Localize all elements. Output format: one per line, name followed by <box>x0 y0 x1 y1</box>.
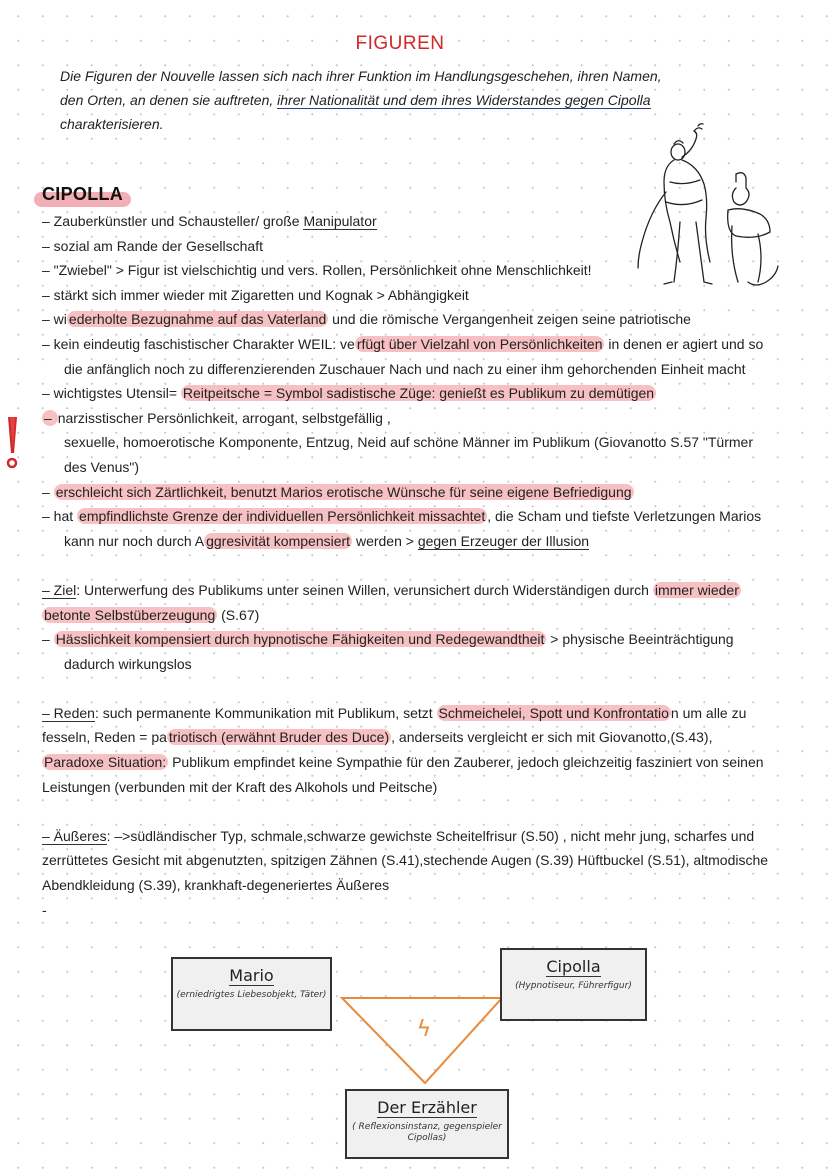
note-line: – stärkt sich immer wieder mit Zigaretten und Kognak > Abhängigkeit <box>42 286 469 303</box>
note-text: – <box>42 631 54 648</box>
box-erzaehler <box>345 1089 509 1159</box>
note-highlight: ederholte Bezugnahme auf das Vaterland <box>68 311 327 328</box>
note-highlight: rfügt über Vielzahl von Persönlichkeiten <box>356 335 603 352</box>
mario-name: Mario <box>229 966 274 985</box>
note-line: sexuelle, homoerotische Komponente, Entzug, Neid auf schöne Männer im Publikum (Giovanotto S.57 "Türmer <box>64 434 753 451</box>
note-highlight: immer wieder <box>654 581 739 598</box>
intro-text-2: den Orten, an denen sie auftreten, <box>60 92 278 108</box>
note-line <box>42 381 812 406</box>
note-line <box>42 701 812 726</box>
note-underlined: – Reden <box>42 704 95 721</box>
note-line <box>42 209 812 234</box>
note-underlined: gegen Erzeuger der Illusion <box>417 532 590 549</box>
note-text: , anderseits vergleicht er sich mit Giovanotto,(S.43), <box>391 729 713 746</box>
note-highlight: erschleicht sich Zärtlichkeit, benutzt Marios erotische Wünsche für seine eigene Befriedigung <box>55 483 632 500</box>
note-text: – <box>42 483 54 500</box>
note-line: zerrüttetes Gesicht mit abgenutzten, spitzigen Zähnen (S.41),stechende Augen (S.39) Hüftbuckel (S.51), altmodische <box>42 852 769 869</box>
note-highlight: triotisch (erwähnt Bruder des Duce) <box>168 729 390 746</box>
erzaehler-name: Der Erzähler <box>377 1098 477 1117</box>
note-line <box>42 603 812 628</box>
note-text: > physische Beeinträchtigung <box>546 631 734 648</box>
note-text: kann nur noch durch A <box>64 532 205 549</box>
note-highlight: betonte Selbstüberzeugung <box>44 606 216 623</box>
note-underlined: – Äußeres <box>42 827 107 844</box>
box-mario <box>171 957 332 1031</box>
note-text: fesseln, Reden = pa <box>42 729 167 746</box>
note-text: : Unterwerfung des Publikums unter seinen Willen, verunsichert durch Widerständigen durch <box>76 581 653 598</box>
note-text: – kein eindeutig faschistischer Charakter WEIL: ve <box>42 335 355 352</box>
mario-desc: (erniedrigtes Liebesobjekt, Täter) <box>176 990 327 1000</box>
note-line <box>42 406 812 431</box>
note-highlight: Reitpeitsche = Symbol sadistische Züge: genießt es Publikum zu demütigen <box>182 385 655 402</box>
note-text: (S.67) <box>217 606 260 623</box>
section-heading-cipolla: CIPOLLA <box>42 184 124 204</box>
spacer <box>42 799 812 824</box>
erzaehler-desc: ( Reflexionsinstanz, gegenspieler Cipollas) <box>352 1122 502 1143</box>
note-line <box>42 824 812 849</box>
note-text: – hat <box>42 508 78 525</box>
note-text: – wi <box>42 311 67 328</box>
note-line: dadurch wirkungslos <box>64 655 192 672</box>
lightning-symbol: ϟ <box>416 1017 432 1042</box>
intro-text-3: charakterisieren. <box>60 116 164 132</box>
note-text: n um alle zu <box>670 704 747 721</box>
note-highlight: ggresivität kompensiert <box>206 532 351 549</box>
note-line <box>42 627 812 652</box>
note-line: die anfänglich noch zu differenzierenden Zuschauer Nach und nach zu einer ihm gehorchenden Einheit macht <box>64 360 746 377</box>
note-text: narzisstischer Persönlichkeit, arrogant, selbstgefällig , <box>57 409 391 426</box>
spacer <box>42 553 812 578</box>
note-text: werden > <box>352 532 418 549</box>
note-underlined: Manipulator <box>303 213 377 229</box>
note-line <box>42 307 812 332</box>
note-text: , die Scham und tiefste Verletzungen Marios <box>487 508 762 525</box>
spacer <box>42 676 812 701</box>
cipolla-desc: (Hypnotiseur, Führerfigur) <box>515 981 632 991</box>
note-highlight: – <box>44 409 56 426</box>
note-highlight: Paradoxe Situation: <box>44 754 167 771</box>
note-line: des Venus") <box>64 458 140 475</box>
note-line <box>42 725 812 750</box>
box-cipolla <box>500 948 647 1021</box>
note-line: – "Zwiebel" > Figur ist vielschichtig und vers. Rollen, Persönlichkeit ohne Menschlichkeit! <box>42 262 592 279</box>
note-line <box>42 504 812 529</box>
note-text: : –>südländischer Typ, schmale,schwarze gewichste Scheitelfrisur (S.50) , nicht mehr jung, scharfes und <box>106 827 755 844</box>
note-line <box>42 332 812 357</box>
exclamation-mark-icon <box>2 415 22 475</box>
note-line: Abendkleidung (S.39), krankhaft-degeneriertes Äußeres <box>42 877 390 894</box>
note-line <box>42 529 812 554</box>
note-underlined: – Ziel <box>42 581 77 598</box>
note-line <box>42 750 812 775</box>
note-line: Leistungen (verbunden mit der Kraft des Alkohols und Peitsche) <box>42 778 438 795</box>
page-title: FIGUREN <box>355 33 445 54</box>
note-line: - <box>42 901 47 918</box>
note-line <box>42 578 812 603</box>
note-highlight: Schmeichelei, Spott und Konfrontatio <box>438 704 669 721</box>
note-text: – wichtigstes Utensil= <box>42 385 181 402</box>
note-highlight: empfindlichste Grenze der individuellen Persönlichkeit missachtet <box>79 508 486 525</box>
note-line: – sozial am Rande der Gesellschaft <box>42 237 263 254</box>
intro-underlined: ihrer Nationalität und dem ihres Widerstandes gegen Cipolla <box>277 92 651 108</box>
intro-text-1: Die Figuren der Nouvelle lassen sich nach ihrer Funktion im Handlungsgeschehen, ihren Namen, <box>60 68 662 84</box>
note-text: und die römische Vergangenheit zeigen seine patriotische <box>328 311 691 328</box>
triangle-shape <box>342 998 502 1083</box>
note-line <box>42 480 812 505</box>
note-text: in denen er agiert und so <box>604 335 764 352</box>
cipolla-name: Cipolla <box>546 957 601 976</box>
cipolla-notes <box>42 209 812 922</box>
note-highlight: Hässlichkeit kompensiert durch hypnotische Fähigkeiten und Redegewandtheit <box>55 631 545 648</box>
note-text: Publikum empfindet keine Sympathie für den Zauberer, jedoch gleichzeitig fasziniert von seinen <box>168 754 764 771</box>
intro-paragraph <box>60 64 700 136</box>
note-text: : such permanente Kommunikation mit Publikum, setzt <box>94 704 437 721</box>
note-text: – Zauberkünstler und Schausteller/ große <box>42 213 304 229</box>
